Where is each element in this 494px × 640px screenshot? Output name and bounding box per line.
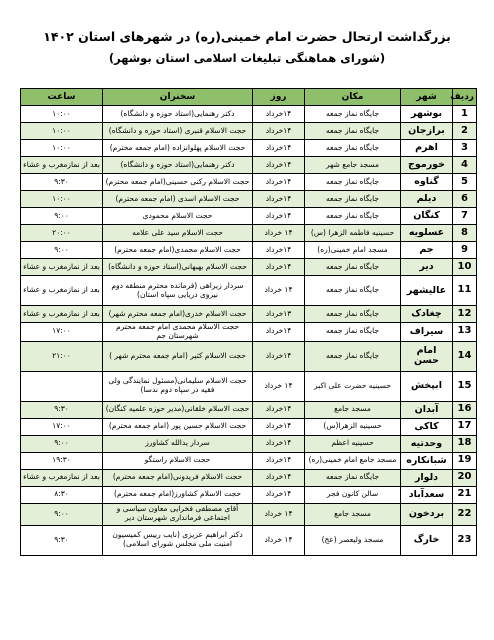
row-number-cell: 21 xyxy=(453,486,477,503)
day-cell: ۱۴خرداد xyxy=(253,418,305,435)
speaker-cell: حجت الاسلام محمودی xyxy=(103,208,253,225)
time-cell: ۹:۳۰ xyxy=(21,401,103,418)
day-cell: ۱۴خرداد xyxy=(253,486,305,503)
place-cell: مسجد جامع امام خمینی(ره) xyxy=(305,452,401,469)
row-number-cell: 4 xyxy=(453,157,477,174)
place-cell: جایگاه نماز جمعه xyxy=(305,276,401,306)
city-cell: وحدتیه xyxy=(401,435,453,452)
table-header-row xyxy=(21,89,477,106)
header-city: شهر xyxy=(401,89,453,106)
city-cell: چغادک xyxy=(401,306,453,323)
day-cell: ۱۳خرداد xyxy=(253,306,305,323)
place-cell: جایگاه نماز جمعه xyxy=(305,259,401,276)
table-row xyxy=(21,323,477,342)
table-row xyxy=(21,242,477,259)
row-number-cell: 10 xyxy=(453,259,477,276)
city-cell: بوشهر xyxy=(401,106,453,123)
table-row xyxy=(21,452,477,469)
row-number-cell: 7 xyxy=(453,208,477,225)
table-row xyxy=(21,401,477,418)
day-cell: ۱۴خرداد xyxy=(253,401,305,418)
city-cell: امام حسن xyxy=(401,341,453,371)
table-row xyxy=(21,341,477,371)
time-cell: ۱۰:۰۰ xyxy=(21,106,103,123)
place-cell: جایگاه نماز جمعه xyxy=(305,123,401,140)
time-cell: ۹:۰۰ xyxy=(21,435,103,452)
time-cell: ۲۱:۰۰ xyxy=(21,341,103,371)
time-cell: بعد از نمازمغرب و عشاء xyxy=(21,306,103,323)
row-number-cell: 8 xyxy=(453,225,477,242)
table-row xyxy=(21,371,477,401)
city-cell: عسلویه xyxy=(401,225,453,242)
speaker-cell: حجت الاسلام بهبهانی(استاد حوزه و دانشگاه) xyxy=(103,259,253,276)
header-day: روز xyxy=(253,89,305,106)
time-cell: ۱۷:۰۰ xyxy=(21,323,103,342)
time-cell: ۹:۰۰ xyxy=(21,208,103,225)
table-row xyxy=(21,306,477,323)
city-cell: دیلم xyxy=(401,191,453,208)
speaker-cell: حجت الاسلام سید علی علامه xyxy=(103,225,253,242)
city-cell: دلوار xyxy=(401,469,453,486)
place-cell: مسجد امام خمینی(ره) xyxy=(305,242,401,259)
row-number-cell: 12 xyxy=(453,306,477,323)
place-cell: حسینیه حضرت علی اکبر xyxy=(305,371,401,401)
place-cell: جایگاه نماز جمعه xyxy=(305,323,401,342)
document-title: بزرگداشت ارتحال حضرت امام خمینی(ره) در شهرهای استان ۱۴۰۲ xyxy=(43,29,451,44)
row-number-cell: 13 xyxy=(453,323,477,342)
place-cell: جایگاه نماز جمعه xyxy=(305,306,401,323)
speaker-cell: حجت الاسلام قنبری (استاد حوزه و دانشگاه) xyxy=(103,123,253,140)
day-cell: ۱۴خرداد xyxy=(253,435,305,452)
header-row-number: ردیف xyxy=(453,89,477,106)
table-row xyxy=(21,503,477,525)
header-place: مکان xyxy=(305,89,401,106)
speaker-cell: حجت الاسلام اسدی (امام جمعه محترم) xyxy=(103,191,253,208)
city-cell: جم xyxy=(401,242,453,259)
day-cell: ۱۴خرداد xyxy=(253,323,305,342)
place-cell: حسینیه اعظم xyxy=(305,435,401,452)
table-row xyxy=(21,123,477,140)
speaker-cell: حجت الاسلام کشاورز(امام جمعه محترم) xyxy=(103,486,253,503)
day-cell: ۱۴خرداد xyxy=(253,452,305,469)
city-cell: اهرم xyxy=(401,140,453,157)
place-cell: جایگاه نماز جمعه xyxy=(305,341,401,371)
row-number-cell: 19 xyxy=(453,452,477,469)
city-cell: ابپخش xyxy=(401,371,453,401)
speaker-cell: آقای مصطفی فخرایی معاون سیاسی و اجتماعی فرمانداری شهرستان دیر xyxy=(103,503,253,525)
row-number-cell: 20 xyxy=(453,469,477,486)
table-row xyxy=(21,418,477,435)
city-cell: بردخون xyxy=(401,503,453,525)
table-row xyxy=(21,174,477,191)
row-number-cell: 23 xyxy=(453,525,477,555)
speaker-cell: حجت الاسلام رکنی حسینی(امام جمعه محترم) xyxy=(103,174,253,191)
city-cell: شبانکاره xyxy=(401,452,453,469)
row-number-cell: 2 xyxy=(453,123,477,140)
place-cell: جایگاه نماز جمعه xyxy=(305,140,401,157)
row-number-cell: 3 xyxy=(453,140,477,157)
row-number-cell: 6 xyxy=(453,191,477,208)
time-cell: بعد از نمازمغرب و عشاء xyxy=(21,259,103,276)
row-number-cell: 16 xyxy=(453,401,477,418)
time-cell: ۹:۳۰ xyxy=(21,525,103,555)
time-cell: ۲۰:۰۰ xyxy=(21,225,103,242)
city-cell: خارگ xyxy=(401,525,453,555)
speaker-cell: حجت الاسلام محمدی امام جمعه محترم شهرستان جم xyxy=(103,323,253,342)
table-row xyxy=(21,525,477,555)
speaker-cell: دکتر رهنمایی(استاد حوزه و دانشگاه) xyxy=(103,106,253,123)
day-cell: ۱۴خرداد xyxy=(253,123,305,140)
time-cell: ۱۰:۰۰ xyxy=(21,123,103,140)
place-cell: حسینیه الزهرا(س) xyxy=(305,418,401,435)
time-cell: ۱۰:۰۰ xyxy=(21,140,103,157)
speaker-cell: حجت الاسلام فریدونی(امام جمعه محترم) xyxy=(103,469,253,486)
city-cell: گناوه xyxy=(401,174,453,191)
place-cell: جایگاه نماز جمعه xyxy=(305,191,401,208)
table-row xyxy=(21,435,477,452)
time-cell: بعد از نمازمغرب و عشاء xyxy=(21,276,103,306)
time-cell: ۸:۳۰ xyxy=(21,486,103,503)
time-cell: ۱۷:۰۰ xyxy=(21,418,103,435)
day-cell: ۱۴خرداد xyxy=(253,341,305,371)
day-cell: ۱۴ خرداد xyxy=(253,525,305,555)
day-cell: ۱۴خرداد xyxy=(253,469,305,486)
time-cell xyxy=(21,371,103,401)
row-number-cell: 17 xyxy=(453,418,477,435)
table-row xyxy=(21,469,477,486)
speaker-cell: حجت الاسلام خلقانی(مدیر حوزه علمیه کنگان) xyxy=(103,401,253,418)
table-row xyxy=(21,208,477,225)
time-cell: بعد از نمازمغرب و عشاء xyxy=(21,157,103,174)
speaker-cell: حجت الاسلام سلیمانی(مسئول نمایندگی ولی فقیه در سپاه دوم ندسا) xyxy=(103,371,253,401)
city-cell: کاکی xyxy=(401,418,453,435)
city-cell: آبدان xyxy=(401,401,453,418)
speaker-cell: حجت الاسلام کثیر (امام جمعه محترم شهر ) xyxy=(103,341,253,371)
city-cell: خورموج xyxy=(401,157,453,174)
day-cell: ۱۴خرداد xyxy=(253,208,305,225)
city-cell: دیر xyxy=(401,259,453,276)
day-cell: ۱۴خرداد xyxy=(253,191,305,208)
header-time: ساعت xyxy=(21,89,103,106)
table-row xyxy=(21,191,477,208)
table-row xyxy=(21,225,477,242)
day-cell: ۱۴ خرداد xyxy=(253,276,305,306)
table-row xyxy=(21,157,477,174)
day-cell: ۱۴ خرداد xyxy=(253,225,305,242)
place-cell: جایگاه نماز جمعه xyxy=(305,208,401,225)
speaker-cell: حجت الاسلام پهلوانزاده (امام جمعه محترم) xyxy=(103,140,253,157)
speaker-cell: سردار یدالله کشاورز xyxy=(103,435,253,452)
day-cell: ۱۴خرداد xyxy=(253,157,305,174)
place-cell: جایگاه نماز جمعه xyxy=(305,469,401,486)
day-cell: ۱۴ خرداد xyxy=(253,503,305,525)
speaker-cell: دکتر رهنمایی(استاد حوزه و دانشگاه) xyxy=(103,157,253,174)
table-row xyxy=(21,106,477,123)
city-cell: عالیشهر xyxy=(401,276,453,306)
time-cell: ۹:۳۰ xyxy=(21,174,103,191)
speaker-cell: حجت الاسلام حسین پور (امام جمعه محترم) xyxy=(103,418,253,435)
header-speaker: سخنران xyxy=(103,89,253,106)
table-row xyxy=(21,486,477,503)
row-number-cell: 22 xyxy=(453,503,477,525)
place-cell: مسجد ولیعصر (عج) xyxy=(305,525,401,555)
place-cell: مسجد جامع شهر xyxy=(305,157,401,174)
time-cell: بعد از نمازمغرب و عشاء xyxy=(21,469,103,486)
speaker-cell: حجت الاسلام محمدی(امام جمعه محترم) xyxy=(103,242,253,259)
day-cell: ۱۴خرداد xyxy=(253,106,305,123)
row-number-cell: 9 xyxy=(453,242,477,259)
row-number-cell: 1 xyxy=(453,106,477,123)
time-cell: ۹:۰۰ xyxy=(21,503,103,525)
place-cell: جایگاه نماز جمعه xyxy=(305,106,401,123)
speaker-cell: حجت الاسلام راستگو xyxy=(103,452,253,469)
time-cell: ۹:۰۰ xyxy=(21,242,103,259)
time-cell: ۱۹:۳۰ xyxy=(21,452,103,469)
place-cell: حسینیه فاطمه الزهرا (س) xyxy=(305,225,401,242)
day-cell: ۱۴خرداد xyxy=(253,140,305,157)
place-cell: جایگاه نماز جمعه xyxy=(305,174,401,191)
speaker-cell: حجت الاسلام خدری(امام جمعه محترم شهر) xyxy=(103,306,253,323)
row-number-cell: 11 xyxy=(453,276,477,306)
city-cell: کنگان xyxy=(401,208,453,225)
day-cell: ۱۴خرداد xyxy=(253,174,305,191)
place-cell: مسجد جامع xyxy=(305,503,401,525)
day-cell: ۱۴خرداد xyxy=(253,242,305,259)
place-cell: مسجد جامع xyxy=(305,401,401,418)
city-cell: سیراف xyxy=(401,323,453,342)
row-number-cell: 18 xyxy=(453,435,477,452)
day-cell: ۱۴ خرداد xyxy=(253,371,305,401)
table-row xyxy=(21,140,477,157)
speaker-cell: سردار زیراهی (فرمانده محترم منطقه دوم نیروی دریایی سپاه استان) xyxy=(103,276,253,306)
time-cell: ۱۰:۰۰ xyxy=(21,191,103,208)
document-subtitle: (شورای هماهنگی تبلیغات اسلامی استان بوشهر) xyxy=(108,51,386,65)
table-row xyxy=(21,276,477,306)
city-cell: برازجان xyxy=(401,123,453,140)
schedule-table xyxy=(20,88,477,556)
row-number-cell: 15 xyxy=(453,371,477,401)
row-number-cell: 5 xyxy=(453,174,477,191)
table-row xyxy=(21,259,477,276)
city-cell: سعدآباد xyxy=(401,486,453,503)
day-cell: ۱۴خرداد xyxy=(253,259,305,276)
speaker-cell: دکتر ابراهیم عزیزی (نایب رییس کمیسیون امنیت ملی مجلس شورای اسلامی) xyxy=(103,525,253,555)
row-number-cell: 14 xyxy=(453,341,477,371)
place-cell: سالن کانون فجر xyxy=(305,486,401,503)
